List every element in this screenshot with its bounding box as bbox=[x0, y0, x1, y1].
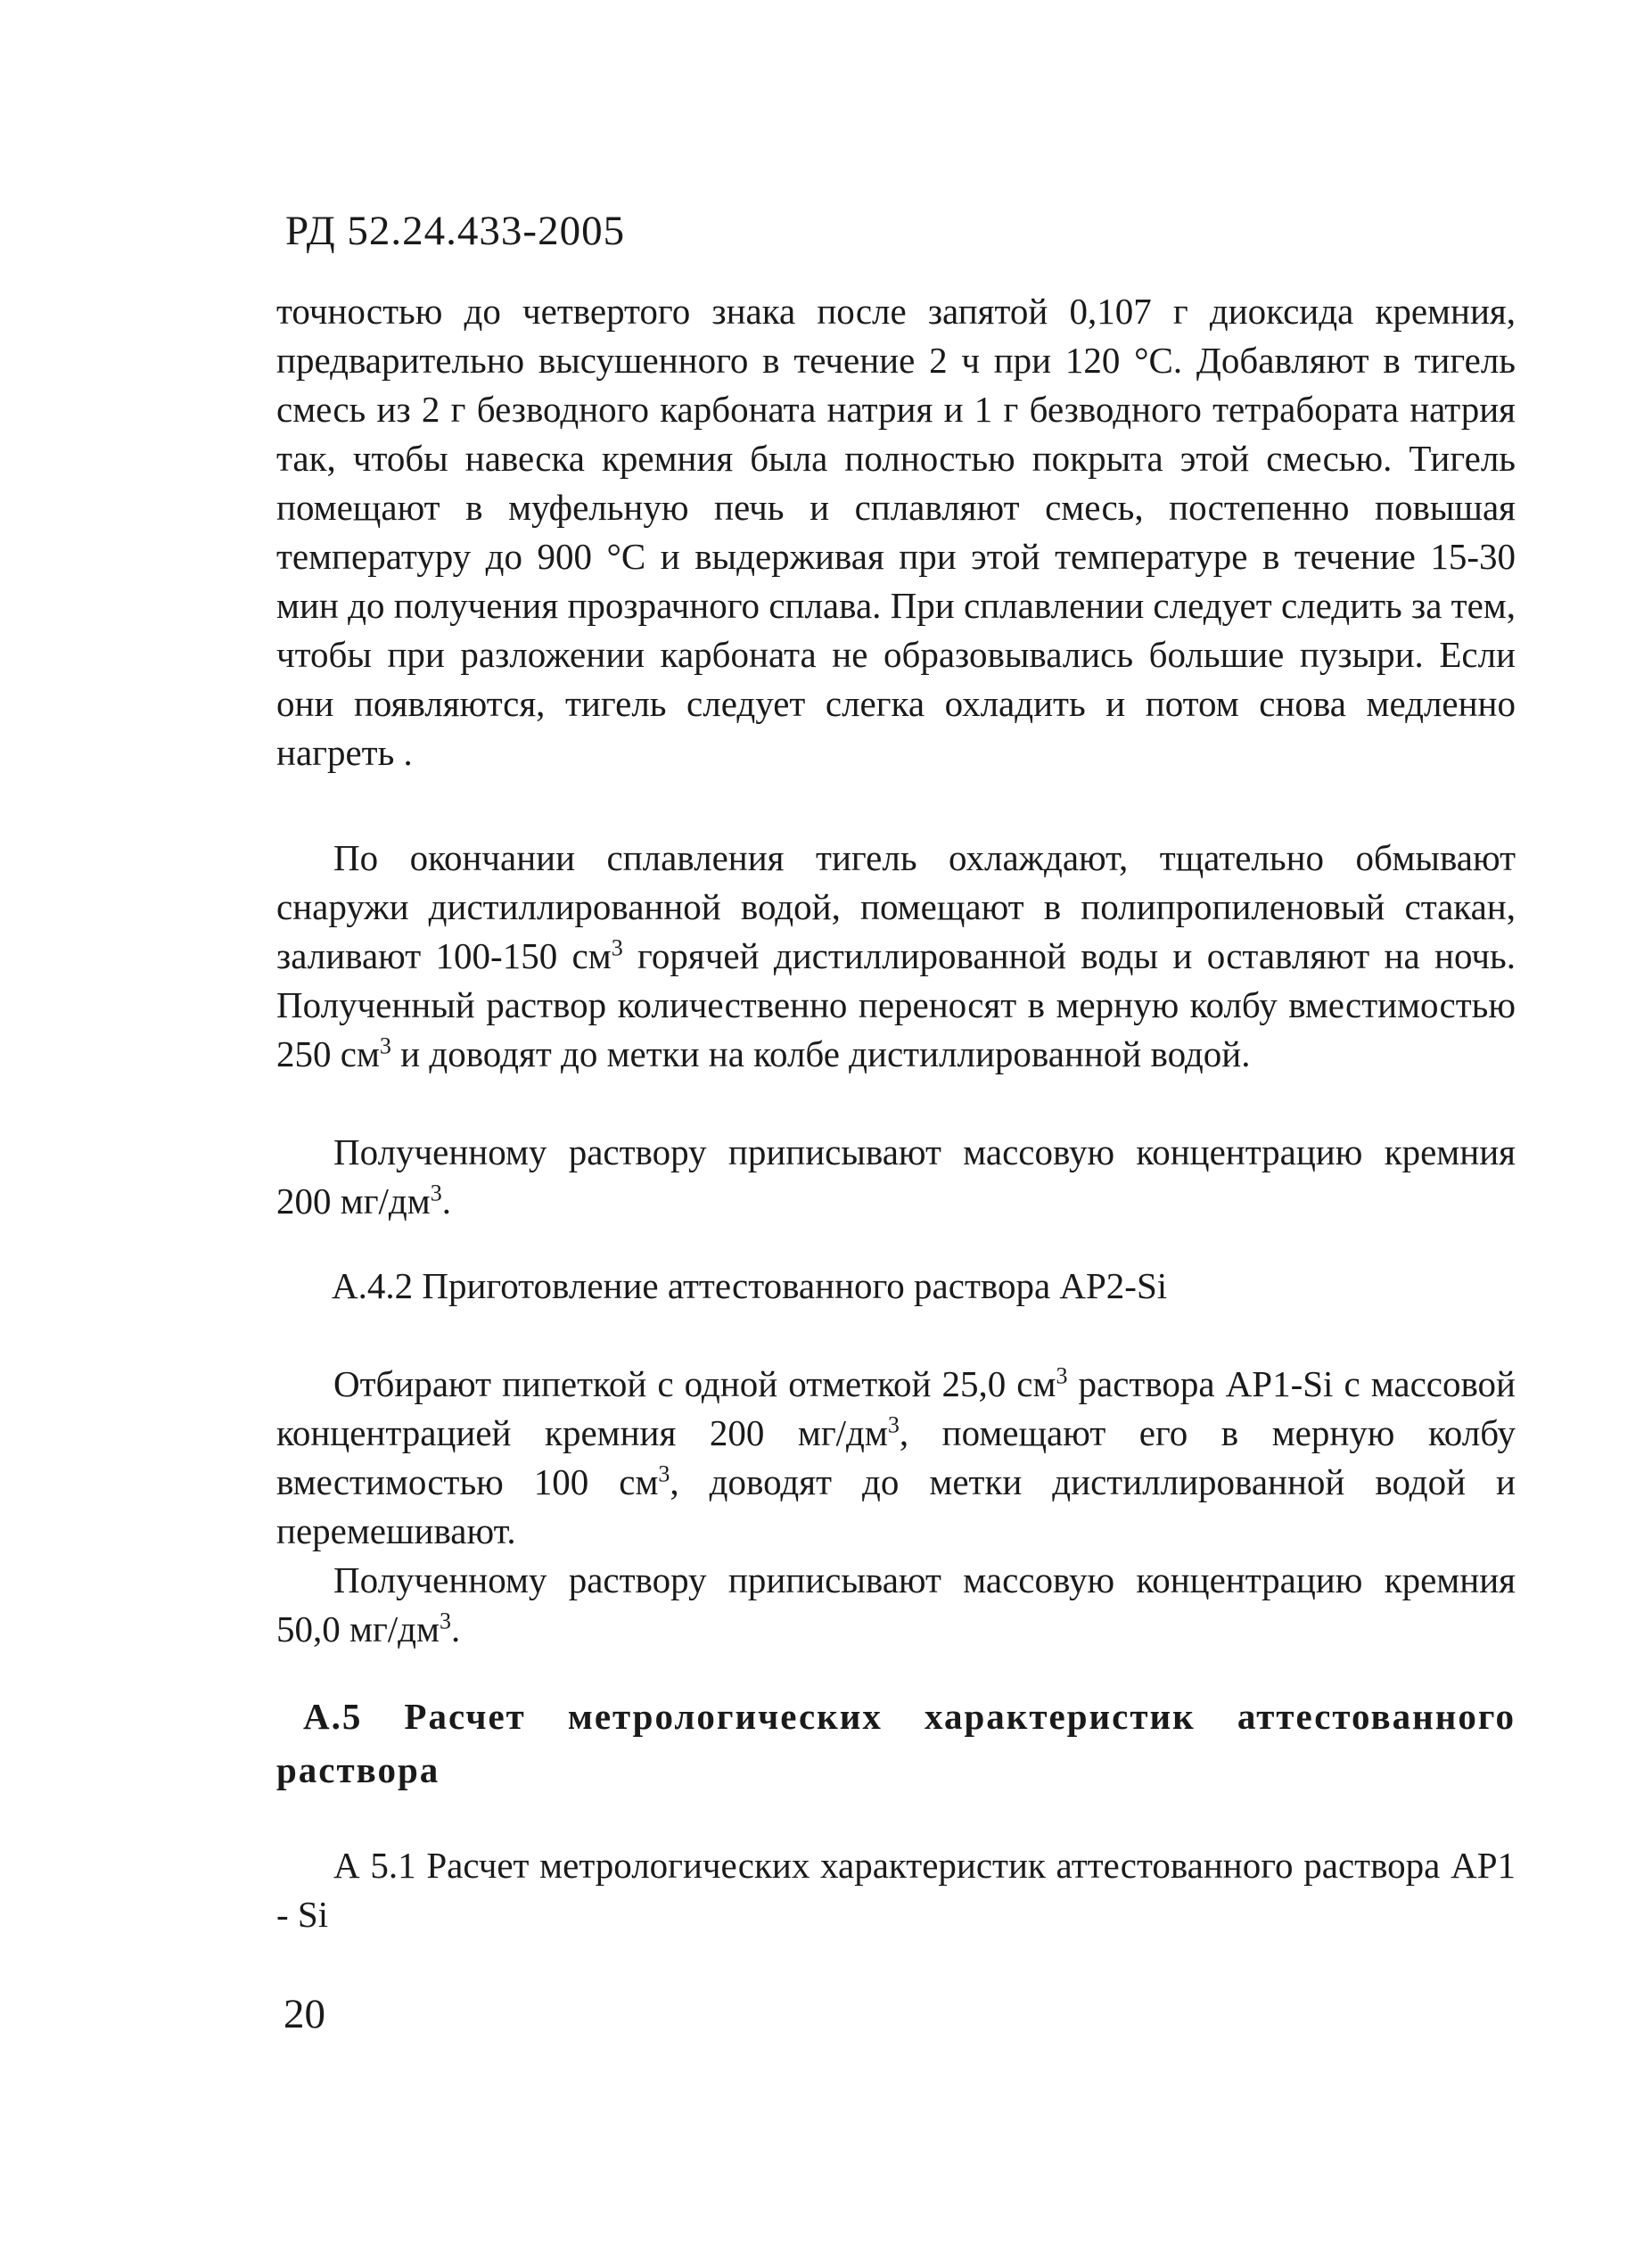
paragraph-cooling-dissolution: По окончании сплавления тигель охлаждают, тщательно обмывают снаружи дистиллированной водой, помещают в полипропиленовый стакан, заливают 100-150 $см^3$ горячей дистиллированной воды и оставляют на ночь. Полученный раствор количественно переносят в мерную колбу вместимостью 250 $см^3$ и доводят до метки на колбе дистиллированной водой. bbox=[276, 837, 1516, 1074]
paragraph-fusion-procedure: точностью до четвертого знака после запятой 0,107 г диоксида кремния, предварительно высушенного в течение 2 ч при 120 °С. Добавляют в тигель смесь из 2 г безводного карбоната натрия и 1 г безводного тетрабората натрия так, чтобы навеска кремния была полностью покрыта этой смесью. Тигель помещают в муфельную печь и сплавляют смесь, постепенно повышая температуру до 900 °С и выдерживая при этой температуре в течение 15-30 мин до получения прозрачного сплава. При сплавлении следует следить за тем, чтобы при разложении карбоната не образовывались большие пузыри. Если они появляются, тигель следует слегка охладить и потом снова медленно нагреть . bbox=[276, 291, 1516, 773]
section-a5-heading: А.5 Расчет метрологических характеристик аттестованного раствора bbox=[276, 1696, 1516, 1790]
subsection-a42-heading: А.4.2 Приготовление аттестованного раствора АР2-Si bbox=[332, 1265, 1168, 1306]
page-number: 20 bbox=[284, 1991, 325, 2037]
paragraph-concentration-ap2: Полученному раствору приписывают массовую концентрацию кремния 50,0 $мг/дм^3$. bbox=[276, 1559, 1516, 1649]
paragraph-concentration-ap1: Полученному раствору приписывают массовую концентрацию кремния 200 $мг/дм^3$. bbox=[276, 1131, 1516, 1221]
paragraph-a51-calculation: А 5.1 Расчет метрологических характеристик аттестованного раствора АР1 - Si bbox=[276, 1845, 1516, 1935]
document-code-header: РД 52.24.433-2005 bbox=[285, 208, 626, 254]
paragraph-ap2-preparation: Отбирают пипеткой с одной отметкой 25,0 $см^3$ раствора АР1-Si с массовой концентрацией кремния 200 $мг/дм^3$, помещают его в мерную колбу вместимостью 100 $см^3$, доводят до метки дистиллированной водой и перемешивают. bbox=[276, 1362, 1516, 1551]
